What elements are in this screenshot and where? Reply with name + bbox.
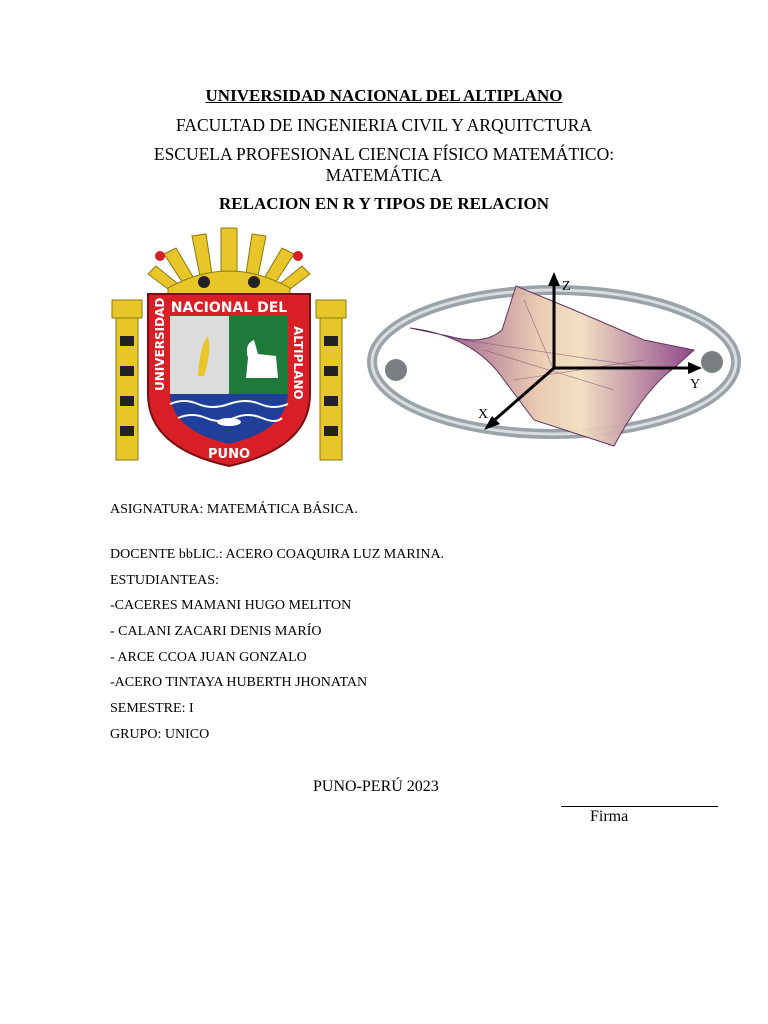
students-label: ESTUDIANTEAS: xyxy=(110,573,219,588)
subject-line: ASIGNATURA: MATEMÁTICA BÁSICA. xyxy=(110,502,358,517)
faculty-title: FACULTAD DE INGENIERIA CIVIL Y ARQUITCTURA xyxy=(175,115,593,135)
student-item: -CACERES MAMANI HUGO MELITON xyxy=(110,598,352,613)
school-line-2: MATEMÁTICA xyxy=(325,165,443,185)
axis-x-label: X xyxy=(478,407,489,422)
crest-right-text: ALTIPLANO xyxy=(291,326,305,400)
signature-line xyxy=(561,806,718,807)
student-item: -ACERO TINTAYA HUBERTH JHONATAN xyxy=(110,675,368,690)
university-title: UNIVERSIDAD NACIONAL DEL ALTIPLANO xyxy=(205,86,563,105)
teacher-line: DOCENTE bbLIC.: ACERO COAQUIRA LUZ MARINA. xyxy=(110,547,445,562)
crest-top-text: NACIONAL DEL xyxy=(170,300,288,316)
signature-label: Firma xyxy=(590,808,629,825)
crest-bottom-text: PUNO xyxy=(207,447,251,462)
group-line: GRUPO: UNICO xyxy=(110,727,210,742)
topic-title: RELACION EN R Y TIPOS DE RELACION xyxy=(219,194,549,213)
student-item: - ARCE CCOA JUAN GONZALO xyxy=(110,650,307,665)
university-crest-logo xyxy=(108,226,350,470)
student-item: - CALANI ZACARI DENIS MARÍO xyxy=(110,624,322,639)
axis-y-label: Y xyxy=(690,377,701,392)
semester-line: SEMESTRE: I xyxy=(110,701,194,716)
place-year: PUNO-PERÚ 2023 xyxy=(313,778,439,795)
school-line-1: ESCUELA PROFESIONAL CIENCIA FÍSICO MATEMÁTICO: xyxy=(153,144,615,164)
surface-plot-illustration xyxy=(364,270,744,454)
crest-left-text: UNIVERSIDAD xyxy=(153,297,167,391)
axis-z-label: Z xyxy=(562,279,571,294)
school-title xyxy=(0,144,768,186)
